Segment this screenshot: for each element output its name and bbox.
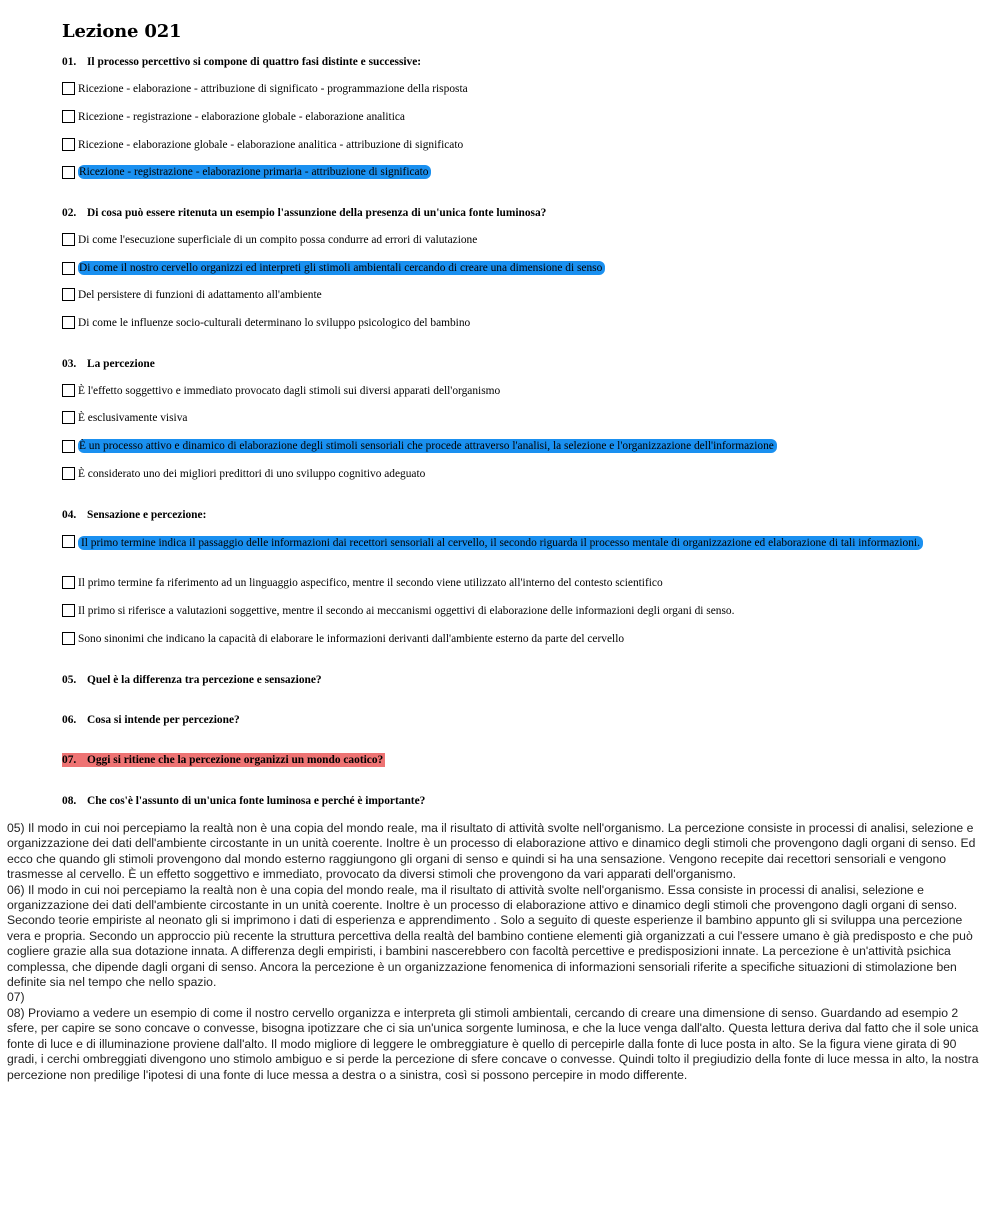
checkbox[interactable] xyxy=(62,316,75,329)
option-text: Di come l'esecuzione superficiale di un compito possa condurre ad errori di valutazione xyxy=(78,233,478,246)
question-number: 01. xyxy=(62,56,77,68)
answers-block xyxy=(7,821,987,1083)
question-03-heading xyxy=(62,358,155,370)
question-08-heading xyxy=(62,795,425,807)
question-06-heading xyxy=(62,714,240,726)
option-text: Il primo si riferisce a valutazioni soggettive, mentre il secondo ai meccanismi oggettivi di elaborazione delle informazioni degli organi di senso. xyxy=(78,604,735,617)
q02-option-4[interactable] xyxy=(62,316,470,329)
q03-option-3-correct[interactable] xyxy=(62,439,777,453)
answer-08: 08) Proviamo a vedere un esempio di come il nostro cervello organizza e interpreta gli stimoli ambientali, cercando di creare una dimensione di senso. Guardando ad esempio 2 sfere, per capire se sono concave o convesse, bisogna ipotizzare che ci sia un'unica sorgente luminosa, e che la luce venga dall'alto. Questa lettura deriva dal fatto che il sole unica fonte di luce e di illuminazione proviene dall'alto. Il modo migliore di leggere le ombreggiature è quello di percepirle dalla fonte di luce posta in alto. Se la figura viene girata di 90 gradi, i cerchi ombreggiati divengono uno stimolo ambiguo e si perde la percezione di sfere concave o convesse. Quindi tolto il pregiudizio della fonte di luce messa in alto, la nostra percezione non predilige l'ipotesi di una fonte di luce messa a destra o a sinistra, così si possono percepire in modo differente. xyxy=(7,1005,979,1082)
q01-option-2[interactable] xyxy=(62,110,405,123)
option-text: Sono sinonimi che indicano la capacità di elaborare le informazioni derivanti dall'ambiente esterno da parte del cervello xyxy=(78,632,625,645)
q01-option-3[interactable] xyxy=(62,138,463,151)
question-02-heading xyxy=(62,207,546,219)
question-text: Il processo percettivo si compone di quattro fasi distinte e successive: xyxy=(87,56,422,68)
q04-option-4[interactable] xyxy=(62,632,624,645)
checkbox[interactable] xyxy=(62,233,75,246)
option-text: Del persistere di funzioni di adattamento all'ambiente xyxy=(78,288,322,301)
option-text: Il primo termine fa riferimento ad un linguaggio aspecifico, mentre il secondo viene utilizzato all'interno del contesto scientifico xyxy=(78,576,663,589)
answer-05: 05) Il modo in cui noi percepiamo la realtà non è una copia del mondo reale, ma il risultato di attività svolte nell'organismo. La percezione consiste in processi di analisi, selezione e organizzazione dei dati dell'ambiente circostante in un unità coerente. Inoltre è un processo di elaborazione attivo e dinamico degli stimoli che provengono dagli organi di senso. Ed ecco che quando gli stimoli provengono dal mondo esterno raggiungono gli organi di senso e quindi si ha una sensazione. Vengono recepite dai recettori sensoriali e vengono trasmesse al cervello. È un effetto soggettivo e immediato, provocato da diversi stimoli che provengono da vari apparati dell'organismo. xyxy=(7,821,976,882)
question-text: Di cosa può essere ritenuta un esempio l'assunzione della presenza di un'unica fonte luminosa? xyxy=(87,207,547,219)
q03-option-1[interactable] xyxy=(62,384,500,397)
q02-option-3[interactable] xyxy=(62,288,322,301)
question-text: Che cos'è l'assunto di un'unica fonte luminosa e perché è importante? xyxy=(87,795,426,807)
checkbox[interactable] xyxy=(62,411,75,424)
question-number: 03. xyxy=(62,358,77,370)
option-text: Ricezione - registrazione - elaborazione globale - elaborazione analitica xyxy=(78,110,405,123)
option-text: Di come le influenze socio-culturali determinano lo sviluppo psicologico del bambino xyxy=(78,316,471,329)
checkbox[interactable] xyxy=(62,440,75,453)
checkbox[interactable] xyxy=(62,288,75,301)
question-number: 08. xyxy=(62,795,77,807)
answer-07: 07) xyxy=(7,990,25,1005)
question-number: 04. xyxy=(62,509,77,521)
checkbox[interactable] xyxy=(62,166,75,179)
q02-option-2-correct[interactable] xyxy=(62,261,605,275)
q01-option-1[interactable] xyxy=(62,82,468,95)
question-text: La percezione xyxy=(87,358,155,370)
q04-option-1-correct[interactable] xyxy=(62,535,932,551)
checkbox[interactable] xyxy=(62,110,75,123)
highlighted-option-text: Di come il nostro cervello organizzi ed interpreti gli stimoli ambientali cercando di creare una dimensione di senso xyxy=(78,261,605,275)
highlighted-option-text: Ricezione - registrazione - elaborazione primaria - attribuzione di significato xyxy=(78,165,431,179)
option-text: Ricezione - elaborazione - attribuzione di significato - programmazione della risposta xyxy=(78,82,468,95)
question-text: Cosa si intende per percezione? xyxy=(87,714,240,726)
q04-option-2[interactable] xyxy=(62,576,663,589)
question-number: 06. xyxy=(62,714,77,726)
question-05-heading xyxy=(62,674,322,686)
question-01-heading xyxy=(62,56,421,68)
q03-option-4[interactable] xyxy=(62,467,425,480)
question-number: 02. xyxy=(62,207,77,219)
question-text: Quel è la differenza tra percezione e sensazione? xyxy=(87,674,322,686)
checkbox[interactable] xyxy=(62,632,75,645)
lesson-title: Lezione 021 xyxy=(62,21,182,42)
checkbox[interactable] xyxy=(62,82,75,95)
question-04-heading xyxy=(62,509,206,521)
option-text: È considerato uno dei migliori predittori di uno sviluppo cognitivo adeguato xyxy=(78,467,426,480)
q02-option-1[interactable] xyxy=(62,233,477,246)
q01-option-4-correct[interactable] xyxy=(62,165,431,179)
checkbox[interactable] xyxy=(62,576,75,589)
highlighted-option-text: Il primo termine indica il passaggio delle informazioni dai recettori sensoriali al cervello, il secondo riguarda il processo mentale di organizzazione ed elaborazione di tali informazioni. xyxy=(78,536,923,550)
q03-option-2[interactable] xyxy=(62,411,187,424)
checkbox[interactable] xyxy=(62,467,75,480)
question-text: Sensazione e percezione: xyxy=(87,509,207,521)
option-text: È l'effetto soggettivo e immediato provocato dagli stimoli sui diversi apparati dell'organismo xyxy=(78,384,501,397)
checkbox[interactable] xyxy=(62,262,75,275)
option-text: È esclusivamente visiva xyxy=(78,411,188,424)
checkbox[interactable] xyxy=(62,138,75,151)
q04-option-3[interactable] xyxy=(62,604,734,617)
checkbox[interactable] xyxy=(62,535,75,548)
question-07-heading-highlighted xyxy=(62,753,385,767)
question-number: 05. xyxy=(62,674,77,686)
question-number: 07. xyxy=(62,754,77,766)
question-text: Oggi si ritiene che la percezione organizzi un mondo caotico? xyxy=(87,754,384,766)
option-text: Ricezione - elaborazione globale - elaborazione analitica - attribuzione di significato xyxy=(78,138,464,151)
highlighted-option-text: È un processo attivo e dinamico di elaborazione degli stimoli sensoriali che procede attraverso l'analisi, la selezione e l'organizzazione dell'informazione xyxy=(78,439,777,453)
checkbox[interactable] xyxy=(62,604,75,617)
answer-06: 06) Il modo in cui noi percepiamo la realtà non è una copia del mondo reale, ma il risultato di attività svolte nell'organismo. Essa consiste in processi di analisi, selezione e organizzazione dei dati dell'ambiente circostante in un unità coerente. Inoltre è un processo di elaborazione attivo e dinamico degli stimoli che provengono dagli organi di senso. Secondo teorie empiriste al neonato gli si imprimono i dati di esperienza e apprendimento . Solo a seguito di queste esperienze il bambino appunto gli si sviluppa una percezione vera e propria. Secondo un approccio più recente la struttura percettiva della realtà del bambino contiene elementi già organizzati a cui l'essere umano è già predisposto e che può cogliere grazie alla sua dotazione innata. A differenza degli empiristi, i bambini nascerebbero con facoltà percettive e predisposizioni innate. La percezione è un'attività psichica complessa, che dipende dagli organi di senso. Ancora la percezione è un organizzazione fenomenica di informazioni sensoriali riferite a specifiche situazioni di stimolazione ben definite sia nel tempo che nello spazio. xyxy=(7,882,973,990)
checkbox[interactable] xyxy=(62,384,75,397)
